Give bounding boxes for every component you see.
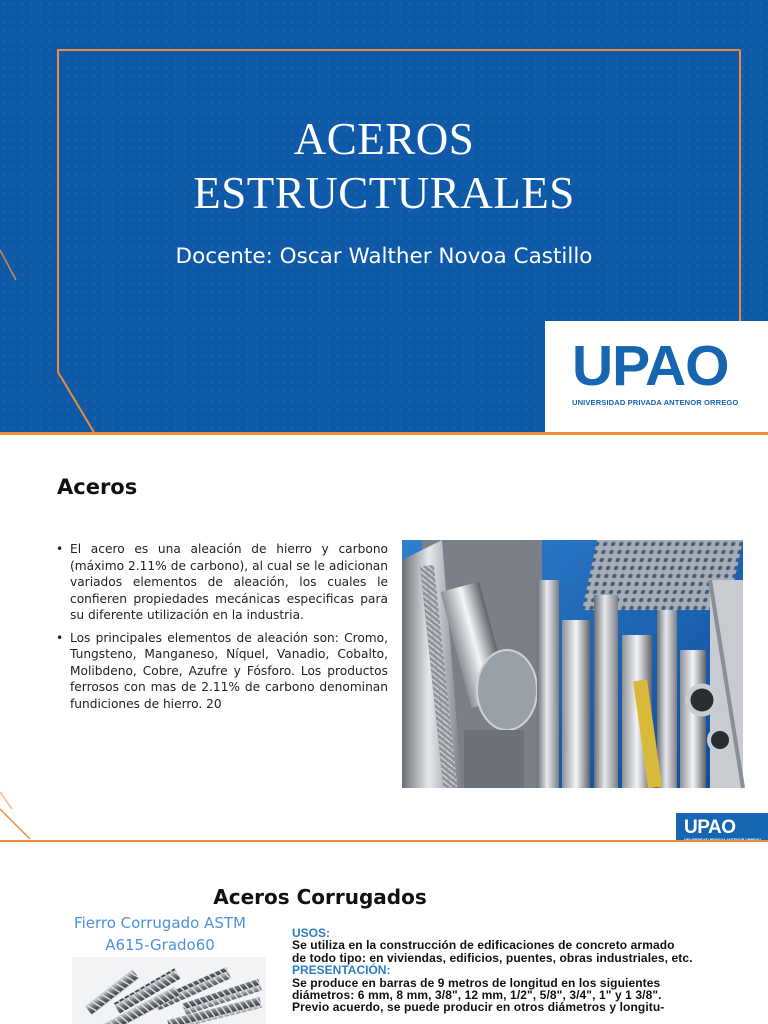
bullet-text: Los principales elementos de aleación son: Cromo, Tungsteno, Manganeso, Níquel, Vanadio, Cobalto, Molibdeno, Cobre, Azufre y Fósforo. Los productos ferrosos con mas de 2.11% de carbono denominan fundiciones de hierro. 20 — [70, 630, 388, 711]
title-slide — [0, 0, 768, 434]
aceros-slide — [0, 437, 768, 839]
product-subheading — [60, 912, 260, 956]
presentacion-line: Previo acuerdo, se puede producir en otros diámetros y longitu- — [292, 1000, 665, 1015]
steel-products-photo — [402, 540, 743, 788]
presentacion-line: Se produce en barras de 9 metros de longitud en los siguientes — [292, 975, 661, 990]
upao-logo: UPAO — [684, 817, 736, 838]
aceros-corrugados-slide — [0, 840, 768, 1024]
slide-divider — [0, 840, 768, 842]
list-item: • Los principales elementos de aleación son: Cromo, Tungsteno, Manganeso, Níquel, Vanadio, Cobalto, Molibdeno, Cobre, Azufre y Fósforo. Los productos ferrosos con mas de 2.11% de carbono denominan fundiciones de hierro. 20 — [56, 630, 388, 711]
slide-heading: Aceros Corrugados — [213, 885, 427, 909]
subheading-line-1: Fierro Corrugado ASTM — [74, 914, 246, 932]
list-item: • El acero es una aleación de hierro y carbono (máximo 2.11% de carbono), al cual se le adicionan variados elementos de aleación, los cuales le confieren propiedades mecánicas especificas para su diferente utilización en la industria. — [56, 542, 388, 622]
usos-line: de todo tipo: en viviendas, edificios, puentes, obras industriales, etc. — [292, 950, 693, 965]
presentacion-heading: PRESENTACIÓN: — [292, 963, 391, 978]
title-line-1: ACEROS — [293, 114, 475, 164]
presentacion-line: diámetros: 6 mm, 8 mm, 3/8", 12 mm, 1/2", 5/8", 3/4", 1" y 1 3/8". — [292, 988, 662, 1003]
bullet-list — [56, 541, 388, 718]
presenter-subtitle: Docente: Oscar Walther Novoa Castillo — [175, 244, 593, 269]
subheading-line-2: A615-Grado60 — [105, 936, 215, 954]
presentation-title — [0, 112, 768, 220]
usos-line: Se utiliza en la construcción de edificaciones de concreto armado — [292, 938, 675, 953]
bullet-text: El acero es una aleación de hierro y carbono (máximo 2.11% de carbono), al cual se le adicionan variados elementos de aleación, los cuales le confieren propiedades mecánicas especificas para su diferente utilización en la industria. — [70, 542, 388, 622]
usos-heading: USOS: — [292, 926, 331, 940]
slide-divider — [0, 432, 768, 435]
product-spec-scan — [292, 927, 732, 1024]
upao-logo: UPAO — [572, 334, 729, 398]
title-line-2: ESTRUCTURALES — [193, 168, 575, 218]
upao-logo-subtext: UNIVERSIDAD PRIVADA ANTENOR ORREGO — [572, 398, 739, 407]
rebar-photo — [72, 957, 266, 1024]
slide-heading: Aceros — [57, 475, 138, 499]
